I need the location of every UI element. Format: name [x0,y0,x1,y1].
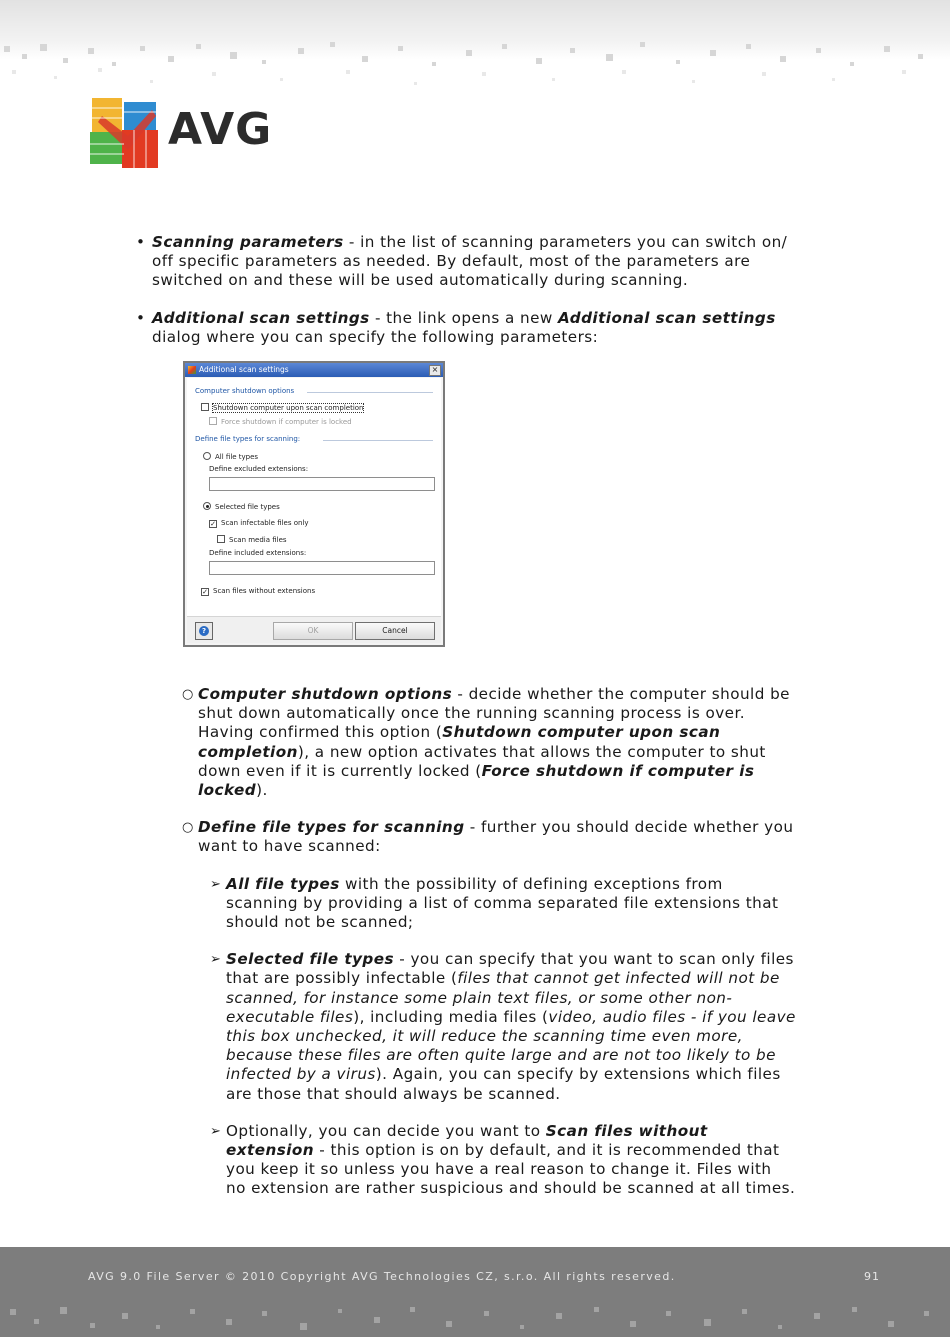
footer-pixel-pattern [0,1305,950,1337]
dialog-titlebar [185,363,443,377]
dialog-body [187,378,441,643]
checkbox-no-extension[interactable] [201,587,315,596]
bullet-dot-icon: • [136,308,146,327]
checkbox-label: Shutdown computer upon scan completion [213,404,364,413]
item-text: ). Again, you can specify by extensions which files are those that should always be scanned. [226,1065,781,1103]
divider [307,392,433,393]
checkbox-media-files[interactable] [217,535,287,545]
dialog-footer [187,616,441,643]
page-footer [0,1247,950,1337]
checkbox-label: Force shutdown if computer is locked [221,418,352,427]
page-number: 91 [864,1270,880,1283]
term: Scan files without extension [226,1121,708,1160]
additional-scan-settings-dialog [183,361,445,647]
term: Selected file types [226,950,394,969]
item-text: ), including media files ( [353,1007,549,1026]
item-text: ), a new option activates that allows the computer to shut down even if it is currently locked ( [198,742,766,780]
item-italic-text: video, audio files - if you leave this box unchecked, it will reduce the scanning time even more, because these files are often quite large and are not too likely to be infected by a virus [226,1007,796,1084]
label-included-extensions: Define included extensions: [209,549,307,558]
section-shutdown-options: Computer shutdown options [195,387,295,396]
bullet-scanning-parameters [136,233,796,291]
checkbox-icon[interactable] [209,417,217,425]
document-body [136,233,796,1217]
header-band [0,0,950,110]
subitem-file-types [182,818,796,856]
item-text: - decide whether the computer should be shut down automatically once the running scanning process is over. Having confirmed this option ( [198,685,790,742]
avg-logo-text: AVG [168,104,273,155]
radio-all-file-types[interactable] [203,452,258,462]
item-text: Optionally, you can decide you want to [226,1121,546,1140]
checkmark-icon[interactable]: ✓ [202,588,208,597]
checkbox-label: Scan infectable files only [221,519,309,528]
bullet-text: - in the list of scanning parameters you can switch on/ off specific parameters as needed. By default, most of the parameters are switched on and these will be used automatically during scanning. [152,233,788,290]
item-italic-text: files that cannot get infected will not be scanned, for instance some plain text files, or some other non-executable files [226,969,780,1026]
checkbox-shutdown[interactable] [201,403,363,413]
copyright-text: AVG 9.0 File Server © 2010 Copyright AVG Technologies CZ, s.r.o. All rights reserved. [88,1270,676,1283]
radio-icon[interactable] [203,502,211,510]
term: Force shutdown if computer is locked [198,761,755,800]
divider [323,440,433,441]
checkbox-label: Scan files without extensions [213,587,316,596]
circle-bullet-icon: ○ [182,687,194,703]
avg-logo-mark-icon [88,96,164,172]
included-extensions-input[interactable] [209,561,435,575]
bullet-additional-scan-settings [136,309,796,347]
term: All file types [226,874,340,893]
arrow-bullet-icon: ➢ [210,876,222,892]
radio-label: Selected file types [215,503,280,512]
item-text: with the possibility of defining exceptions from scanning by providing a list of comma separated file extensions that should not be scanned; [226,874,779,932]
bullet-text: dialog where you can specify the following parameters: [152,327,599,346]
term: Additional scan settings [558,308,776,327]
radio-icon[interactable] [203,452,211,460]
radio-label: All file types [215,453,259,462]
arrow-bullet-icon: ➢ [210,1123,222,1139]
term: Additional scan settings [152,308,370,327]
subitem-selected-file-types [210,950,796,1104]
term: Computer shutdown options [198,685,453,704]
avg-app-icon [188,366,196,374]
subitem-shutdown-options [182,685,796,800]
help-button[interactable] [195,622,213,640]
bullet-dot-icon: • [136,233,146,251]
dialog-screenshot [183,361,796,685]
checkbox-icon[interactable] [217,535,225,543]
bullet-text: - the link opens a new [369,308,559,327]
ok-button[interactable]: OK [273,622,353,640]
help-icon: ? [199,626,209,636]
item-text: - this option is on by default, and it is recommended that you keep it so unless you have a real reason to change it. Files with no extension are rather suspicious and should be scanned at all times. [226,1141,796,1198]
item-text: - you can specify that you want to scan only files that are possibly infectable ( [226,950,794,988]
item-text: - further you should decide whether you want to have scanned: [198,818,794,856]
checkbox-label: Scan media files [229,536,287,545]
circle-bullet-icon: ○ [182,820,194,836]
cancel-button[interactable]: Cancel [355,622,435,640]
label-excluded-extensions: Define excluded extensions: [209,465,309,474]
term: Shutdown computer upon scan completion [198,723,721,761]
excluded-extensions-input[interactable] [209,477,435,491]
close-icon[interactable]: × [429,365,441,376]
subitem-all-file-types [210,875,796,933]
section-file-types: Define file types for scanning: [195,435,301,444]
subitem-no-extension [210,1122,796,1199]
dialog-title: Additional scan settings [199,365,289,375]
checkbox-force-shutdown[interactable] [209,417,352,427]
arrow-bullet-icon: ➢ [210,952,222,968]
checkbox-icon[interactable] [201,403,209,411]
checkmark-icon[interactable]: ✓ [210,520,216,529]
radio-selected-file-types[interactable] [203,502,280,512]
term: Scanning parameters [152,233,344,251]
avg-logo [88,96,278,172]
checkbox-infectable-only[interactable] [209,519,309,528]
term: Define file types for scanning [198,818,465,837]
item-text: ). [256,781,268,800]
